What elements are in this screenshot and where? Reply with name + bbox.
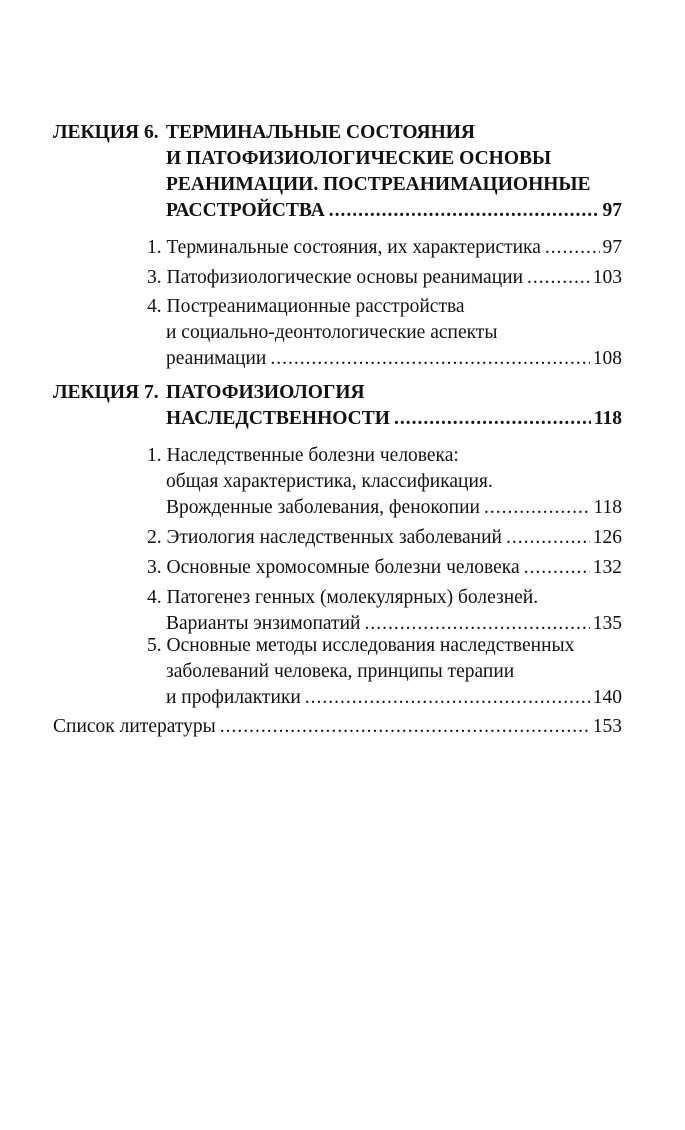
item-title-line: 5. Основные методы исследования наследственных [147,635,575,656]
page-number: 132 [592,557,622,578]
lecture-6-label: ЛЕКЦИЯ 6. [53,122,159,143]
lecture-6-title-line: ТЕРМИНАЛЬНЫЕ СОСТОЯНИЯ [166,122,476,143]
dot-leader [329,198,600,224]
page-number: 126 [592,527,622,548]
dot-leader [506,525,590,551]
dot-leader [545,235,600,261]
item-title: 2. Этиология наследственных заболеваний [147,527,502,548]
item-title: 1. Терминальные состояния, их характеристика [147,237,541,258]
page-number: 153 [592,716,622,737]
dot-leader [270,346,589,372]
toc-entry-item[interactable] [147,525,622,551]
item-title: Варианты энзимопатий [166,613,361,634]
page-number: 135 [592,613,622,634]
toc-entry-lecture-7[interactable] [166,406,622,432]
item-title-line: заболеваний человека, принципы терапии [166,661,515,682]
dot-leader [484,495,591,521]
item-title: реанимации [166,348,267,369]
toc-entry-item[interactable] [147,235,622,261]
dot-leader [220,714,590,740]
lecture-7-label: ЛЕКЦИЯ 7. [53,382,159,403]
references-title: Список литературы [53,716,216,737]
item-title-line: и социально-деонтологические аспекты [166,322,498,343]
item-title: 3. Патофизиологические основы реанимации [147,267,524,288]
item-title: Врожденные заболевания, фенокопии [166,497,480,518]
lecture-6-title-line: И ПАТОФИЗИОЛОГИЧЕСКИЕ ОСНОВЫ [166,148,552,169]
item-title-line: общая характеристика, классификация. [166,471,493,492]
item-title-line: 1. Наследственные болезни человека: [147,445,459,466]
lecture-6-title-line: РЕАНИМАЦИИ. ПОСТРЕАНИМАЦИОННЫЕ [166,174,591,195]
dot-leader [527,265,590,291]
toc-entry-item[interactable] [147,555,622,581]
item-title-line: 4. Постреанимационные расстройства [147,296,465,317]
page-number: 103 [592,267,622,288]
dot-leader [305,685,590,711]
page-number: 97 [602,237,622,258]
toc-entry-item[interactable] [147,265,622,291]
lecture-6-title-line: РАССТРОЙСТВА [166,200,325,221]
item-title: 3. Основные хромосомные болезни человека [147,557,520,578]
toc-entry-lecture-6[interactable] [166,198,622,224]
toc-entry-references[interactable] [53,714,622,740]
item-title: и профилактики [166,687,301,708]
lecture-7-title-line: ПАТОФИЗИОЛОГИЯ [166,382,365,403]
dot-leader [394,406,591,432]
page-number: 108 [592,348,622,369]
page-number: 118 [593,408,622,429]
dot-leader [524,555,590,581]
toc-entry-item[interactable] [166,346,622,372]
item-title-line: 4. Патогенез генных (молекулярных) болезней. [147,587,539,608]
page-number: 140 [592,687,622,708]
page-number: 118 [593,497,622,518]
page-number: 97 [602,200,622,221]
lecture-7-title-line: НАСЛЕДСТВЕННОСТИ [166,408,390,429]
toc-entry-item[interactable] [166,495,622,521]
toc-entry-item[interactable] [166,685,622,711]
